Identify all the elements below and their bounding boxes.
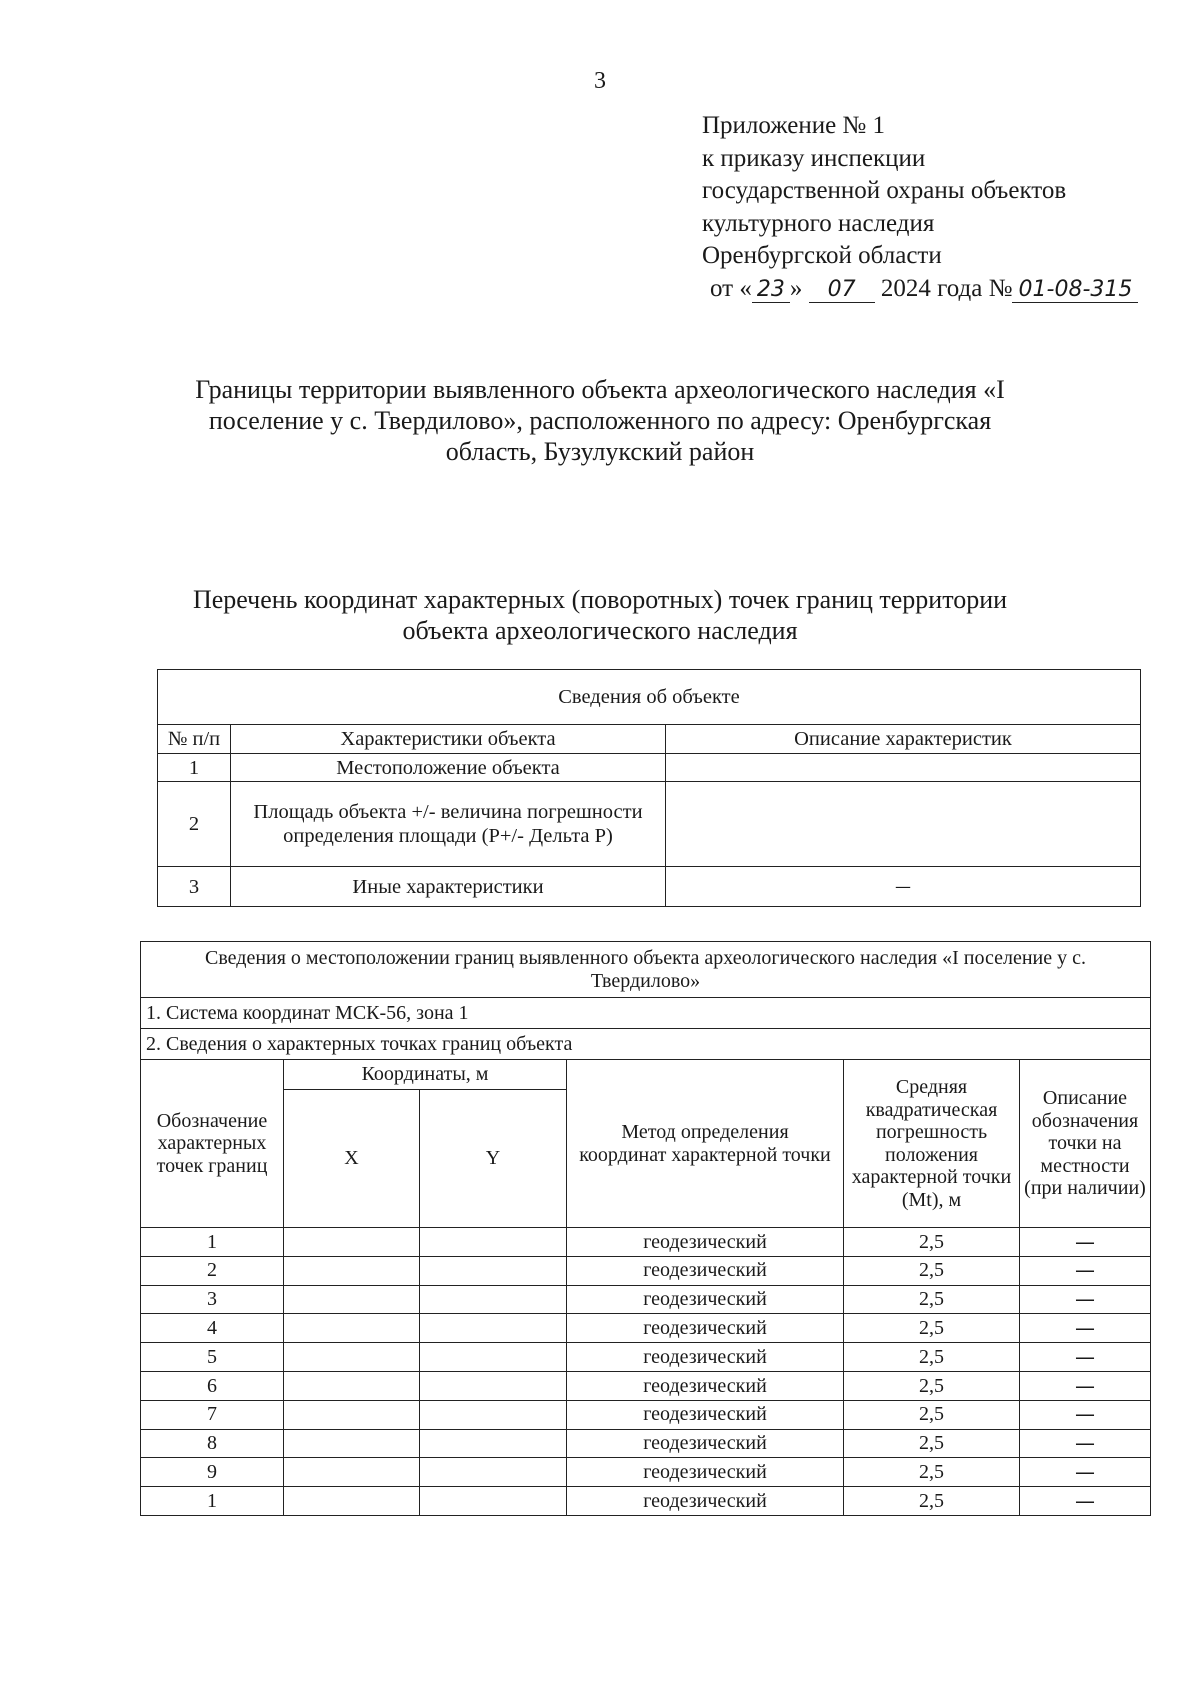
annex-block bbox=[702, 110, 1138, 305]
order-date-line bbox=[710, 273, 1138, 306]
table-row bbox=[141, 1371, 1151, 1400]
error-value: 2,5 bbox=[844, 1458, 1020, 1487]
header-point-description: Описание обозначения точки на местности (при наличии) bbox=[1020, 1060, 1151, 1228]
table-row bbox=[141, 1400, 1151, 1429]
error-value: 2,5 bbox=[844, 1343, 1020, 1372]
row-num: 2 bbox=[158, 782, 231, 867]
table-row bbox=[141, 1228, 1151, 1257]
annex-line-4: культурного наследия bbox=[702, 209, 935, 237]
points-header: 2. Сведения о характерных точках границ объекта bbox=[141, 1029, 1151, 1060]
y-value bbox=[420, 1228, 567, 1257]
method-value: геодезический bbox=[567, 1458, 844, 1487]
point-label: 2 bbox=[141, 1256, 284, 1285]
annex-line-2: к приказу инспекции bbox=[702, 144, 926, 172]
table-row bbox=[141, 1458, 1151, 1487]
y-value bbox=[420, 1314, 567, 1343]
method-value: геодезический bbox=[567, 1228, 844, 1257]
x-value bbox=[284, 1487, 420, 1516]
header-characteristics: Характеристики объекта bbox=[231, 725, 666, 754]
x-value bbox=[284, 1458, 420, 1487]
header-method: Метод определения координат характерной точки bbox=[567, 1060, 844, 1228]
header-num: № п/п bbox=[158, 725, 231, 754]
point-description: — bbox=[1020, 1343, 1151, 1372]
error-value: 2,5 bbox=[844, 1285, 1020, 1314]
x-value bbox=[284, 1256, 420, 1285]
document-title: Границы территории выявленного объекта археологического наследия «I поселение у с. Твердилово», расположенного по адресу: Оренбургская область, Бузулукский район bbox=[195, 375, 1005, 466]
point-label: 9 bbox=[141, 1458, 284, 1487]
y-value bbox=[420, 1256, 567, 1285]
method-value: геодезический bbox=[567, 1429, 844, 1458]
point-label: 5 bbox=[141, 1343, 284, 1372]
row-name: Площадь объекта +/- величина погрешности определения площади (Р+/- Дельта Р) bbox=[231, 782, 666, 867]
row-name: Иные характеристики bbox=[231, 867, 666, 907]
x-value bbox=[284, 1285, 420, 1314]
point-description: — bbox=[1020, 1487, 1151, 1516]
error-value: 2,5 bbox=[844, 1400, 1020, 1429]
row-desc bbox=[666, 754, 1141, 782]
row-num: 3 bbox=[158, 867, 231, 907]
point-label: 7 bbox=[141, 1400, 284, 1429]
date-prefix: от « bbox=[710, 274, 752, 302]
point-description: — bbox=[1020, 1285, 1151, 1314]
x-value bbox=[284, 1429, 420, 1458]
method-value: геодезический bbox=[567, 1343, 844, 1372]
header-point: Обозначение характерных точек границ bbox=[141, 1060, 284, 1228]
row-desc bbox=[666, 782, 1141, 867]
point-description: — bbox=[1020, 1429, 1151, 1458]
date-year-text: 2024 года № bbox=[880, 274, 1013, 302]
y-value bbox=[420, 1400, 567, 1429]
y-value bbox=[420, 1343, 567, 1372]
coords-table-caption: Сведения о местоположении границ выявленного объекта археологического наследия «I поселение у с. Твердилово» bbox=[141, 942, 1151, 998]
row-desc: — bbox=[666, 867, 1141, 907]
table-row bbox=[158, 867, 1141, 907]
point-description: — bbox=[1020, 1400, 1151, 1429]
method-value: геодезический bbox=[567, 1400, 844, 1429]
point-label: 4 bbox=[141, 1314, 284, 1343]
table-row bbox=[141, 1285, 1151, 1314]
document-subtitle: Перечень координат характерных (поворотных) точек границ территории объекта археологического наследия bbox=[192, 585, 1008, 645]
point-description: — bbox=[1020, 1371, 1151, 1400]
handwritten-day: 23 bbox=[752, 278, 790, 303]
point-label: 6 bbox=[141, 1371, 284, 1400]
annex-line-1: Приложение № 1 bbox=[702, 112, 886, 139]
table-row bbox=[158, 754, 1141, 782]
header-coords: Координаты, м bbox=[284, 1060, 567, 1090]
y-value bbox=[420, 1371, 567, 1400]
y-value bbox=[420, 1487, 567, 1516]
page-number: 3 bbox=[594, 68, 606, 94]
method-value: геодезический bbox=[567, 1285, 844, 1314]
x-value bbox=[284, 1343, 420, 1372]
error-value: 2,5 bbox=[844, 1487, 1020, 1516]
error-value: 2,5 bbox=[844, 1314, 1020, 1343]
error-value: 2,5 bbox=[844, 1429, 1020, 1458]
point-description: — bbox=[1020, 1314, 1151, 1343]
table-row bbox=[141, 1429, 1151, 1458]
header-y: Y bbox=[420, 1090, 567, 1228]
error-value: 2,5 bbox=[844, 1371, 1020, 1400]
x-value bbox=[284, 1228, 420, 1257]
annex-line-3: государственной охраны объектов bbox=[702, 177, 1067, 204]
error-value: 2,5 bbox=[844, 1228, 1020, 1257]
x-value bbox=[284, 1371, 420, 1400]
header-x: X bbox=[284, 1090, 420, 1228]
point-description: — bbox=[1020, 1458, 1151, 1487]
point-label: 3 bbox=[141, 1285, 284, 1314]
method-value: геодезический bbox=[567, 1371, 844, 1400]
table-row bbox=[141, 1487, 1151, 1516]
method-value: геодезический bbox=[567, 1487, 844, 1516]
point-description: — bbox=[1020, 1228, 1151, 1257]
coordinate-system: 1. Система координат МСК-56, зона 1 bbox=[141, 998, 1151, 1029]
y-value bbox=[420, 1429, 567, 1458]
row-num: 1 bbox=[158, 754, 231, 782]
handwritten-month: 07 bbox=[809, 278, 875, 303]
table-row bbox=[158, 782, 1141, 867]
object-info-table bbox=[157, 669, 1141, 907]
coordinates-table bbox=[140, 941, 1151, 1516]
error-value: 2,5 bbox=[844, 1256, 1020, 1285]
header-description: Описание характеристик bbox=[666, 725, 1141, 754]
coordinates-rows bbox=[141, 1228, 1151, 1516]
header-error: Средняя квадратическая погрешность положения характерной точки (Mt), м bbox=[844, 1060, 1020, 1228]
y-value bbox=[420, 1285, 567, 1314]
x-value bbox=[284, 1314, 420, 1343]
x-value bbox=[284, 1400, 420, 1429]
point-description: — bbox=[1020, 1256, 1151, 1285]
point-label: 8 bbox=[141, 1429, 284, 1458]
table-row bbox=[141, 1314, 1151, 1343]
table-row bbox=[141, 1343, 1151, 1372]
point-label: 1 bbox=[141, 1228, 284, 1257]
annex-line-5: Оренбургской области bbox=[702, 242, 942, 269]
row-name: Местоположение объекта bbox=[231, 754, 666, 782]
date-day-close: » bbox=[789, 274, 803, 302]
point-label: 1 bbox=[141, 1487, 284, 1516]
method-value: геодезический bbox=[567, 1314, 844, 1343]
handwritten-order-number: 01-08-315 bbox=[1012, 278, 1138, 303]
method-value: геодезический bbox=[567, 1256, 844, 1285]
y-value bbox=[420, 1458, 567, 1487]
table-row bbox=[141, 1256, 1151, 1285]
object-table-caption: Сведения об объекте bbox=[158, 670, 1141, 725]
